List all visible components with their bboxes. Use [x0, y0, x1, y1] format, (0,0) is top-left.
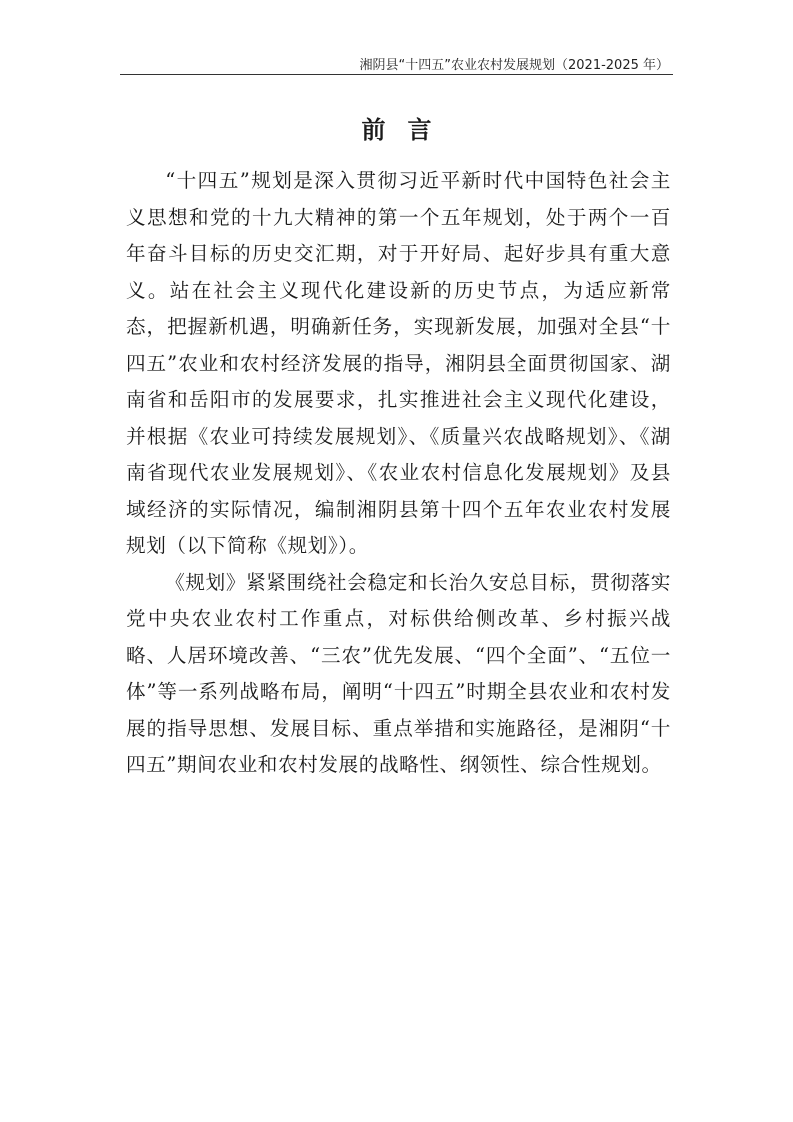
page-title: 前言 — [361, 116, 454, 144]
body-text — [126, 163, 671, 784]
page-header — [120, 50, 673, 75]
running-header-title: 湘阴县“十四五”农业农村发展规划（2021-2025 年） — [359, 58, 669, 73]
paragraph-1: “十四五”规划是深入贯彻习近平新时代中国特色社会主义思想和党的十九大精神的第一个五年规划，处于两个一百年奋斗目标的历史交汇期，对于开好局、起好步具有重大意义。站在社会主义现代化建设新的历史节点，为适应新常态，把握新机遇，明确新任务，实现新发展，加强对全县“十四五”农业和农村经济发展的指导，湘阴县全面贯彻国家、湖南省和岳阳市的发展要求，扎实推进社会主义现代化建设，并根据《农业可持续发展规划》、《质量兴农战略规划》、《湖南省现代农业发展规划》、《农业农村信息化发展规划》及县域经济的实际情况，编制湘阴县第十四个五年农业农村发展规划（以下简称《规划》）。 — [126, 169, 671, 557]
paragraph-2: 《规划》紧紧围绕社会稳定和长治久安总目标，贯彻落实党中央农业农村工作重点，对标供给侧改革、乡村振兴战略、人居环境改善、“三农”优先发展、“四个全面”、“五位一体”等一系列战略布局，阐明“十四五”时期全县农业和农村发展的指导思想、发展目标、重点举措和实施路径，是湘阴“十四五”期间农业和农村发展的战略性、纲领性、综合性规划。 — [126, 570, 671, 776]
